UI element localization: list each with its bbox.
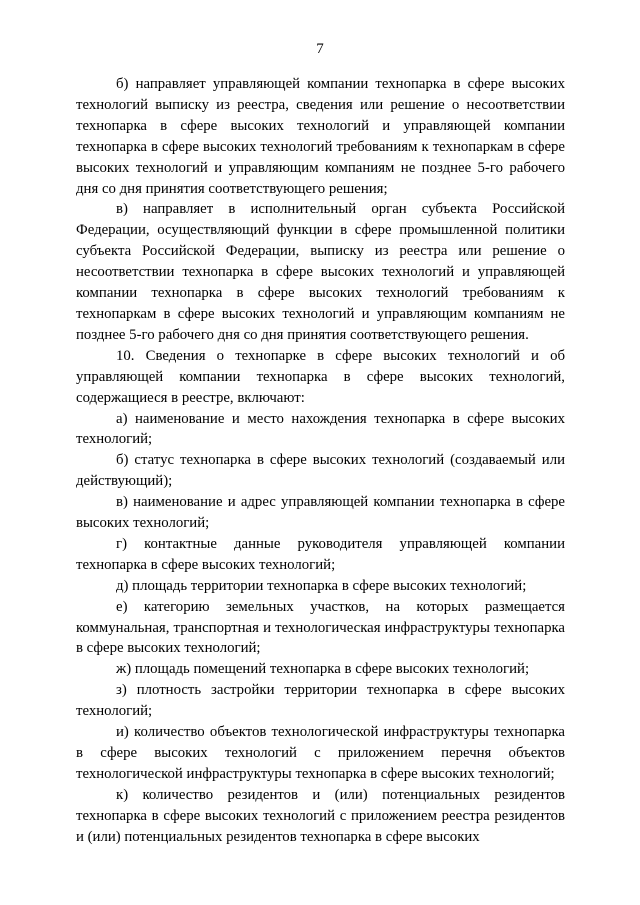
list-item-e: е) категорию земельных участков, на которых размещается коммунальная, транспортная и технологическая инфраструктуры технопарка в сфере высоких технологий; xyxy=(76,598,565,657)
list-item-z: з) плотность застройки территории технопарка в сфере высоких технологий; xyxy=(76,682,565,720)
paragraph-10-register-contents: 10. Сведения о технопарке в сфере высоких технологий и об управляющей компании технопарка в сфере высоких технологий, содержащиеся в реестре, включают: xyxy=(76,347,565,406)
list-item-g: г) контактные данные руководителя управляющей компании технопарка в сфере высоких технологий; xyxy=(76,535,565,573)
document-body xyxy=(76,74,565,848)
paragraph-b-sends-to-management-company: б) направляет управляющей компании технопарка в сфере высоких технологий выписку из реестра, сведения или решение о несоответствии технопарка в сфере высоких технологий и управляющей компании технопарка в сфере высоких технологий требованиям к технопаркам в сфере высоких технологий и управляющим компаниям не позднее 5-го рабочего дня со дня принятия соответствующего решения; xyxy=(76,76,565,197)
list-item-d: д) площадь территории технопарка в сфере высоких технологий; xyxy=(116,577,527,594)
paragraph-v-sends-to-executive-body: в) направляет в исполнительный орган субъекта Российской Федерации, осуществляющий функции в сфере промышленной политики субъекта Российской Федерации, выписку из реестра или решение о несоответствии технопарка в сфере высоких технологий и управляющей компании технопарка в сфере высоких технологий требованиям к технопаркам в сфере высоких технологий и управляющим компаниям не позднее 5-го рабочего дня со дня принятия соответствующего решения. xyxy=(76,201,565,343)
list-item-v: в) наименование и адрес управляющей компании технопарка в сфере высоких технологий; xyxy=(76,494,565,532)
list-item-a: а) наименование и место нахождения технопарка в сфере высоких технологий; xyxy=(76,410,565,448)
list-item-i: и) количество объектов технологической инфраструктуры технопарка в сфере высоких технологий с приложением перечня объектов технологической инфраструктуры технопарка в сфере высоких технологий; xyxy=(76,724,565,782)
list-item-b: б) статус технопарка в сфере высоких технологий (создаваемый или действующий); xyxy=(76,452,565,490)
list-item-zh: ж) площадь помещений технопарка в сфере высоких технологий; xyxy=(116,661,530,678)
list-item-k: к) количество резидентов и (или) потенциальных резидентов технопарка в сфере высоких технологий с приложением реестра резидентов и (или) потенциальных резидентов технопарка в сфере высоких xyxy=(76,786,565,845)
page-number: 7 xyxy=(316,41,324,57)
